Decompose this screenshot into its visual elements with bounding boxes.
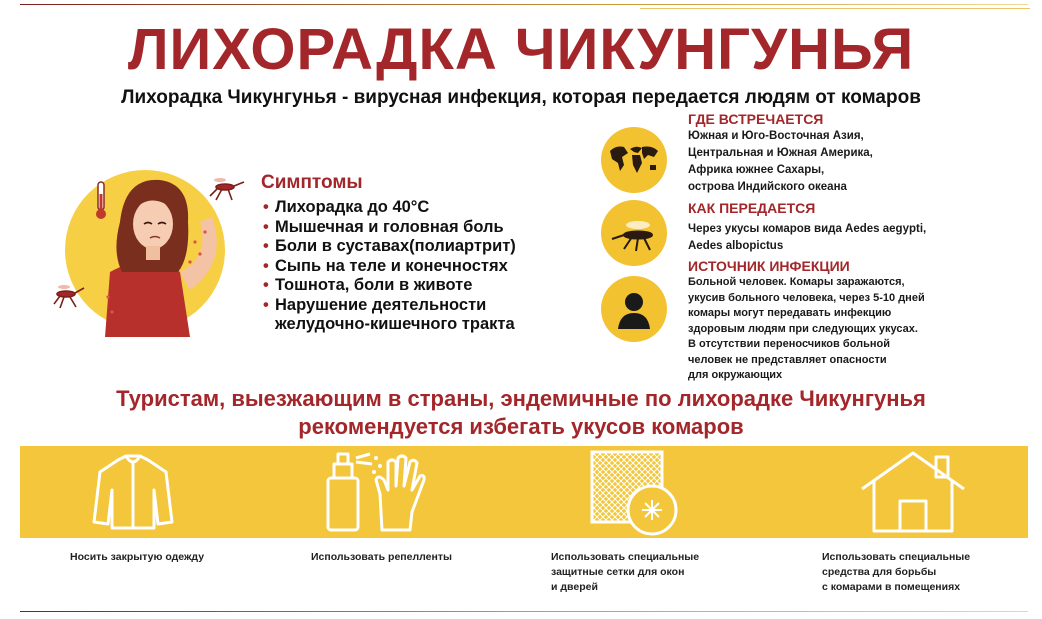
world-map-icon [601, 127, 667, 193]
mosquito-icon [210, 178, 244, 200]
repellent-icon [320, 446, 440, 538]
symptoms-heading: Симптомы [261, 172, 363, 193]
list-item: • Сыпь на теле и конечностях [263, 257, 516, 277]
prevention-band [20, 446, 1028, 538]
list-item-continuation: желудочно-кишечного тракта [275, 315, 515, 333]
person-icon [601, 276, 667, 342]
prevention-caption: Носить закрытую одежду [70, 551, 205, 563]
top-divider-accent [640, 8, 1030, 9]
list-item: • Мышечная и головная боль [263, 218, 516, 238]
page-subtitle: Лихорадка Чикунгунья - вирусная инфекция, которая передается людям от комаров [121, 87, 921, 108]
symptoms-list [263, 198, 516, 335]
prevention-caption: Использовать специальные средства для борьбы с комарами в помещениях [822, 551, 971, 593]
house-icon [858, 446, 968, 538]
tourist-recommendation: Туристам, выезжающим в страны, эндемичные по лихорадке Чикунгунья рекомендуется избегать укусов комаров [116, 386, 926, 439]
where-text: Южная и Юго-Восточная Азия, Центральная и Южная Америка, Африка южнее Сахары, острова Индийского океана [688, 130, 873, 193]
where-heading: ГДЕ ВСТРЕЧАЕТСЯ [688, 111, 824, 127]
top-divider [20, 4, 1028, 5]
transmission-heading: КАК ПЕРЕДАЕТСЯ [688, 200, 816, 216]
list-item: • Лихорадка до 40°С [263, 198, 516, 218]
thermometer-icon [96, 182, 106, 219]
prevention-caption: Использовать специальные защитные сетки для окон и дверей [551, 551, 700, 593]
sick-woman-illustration [50, 162, 260, 337]
transmission-text: Через укусы комаров вида Aedes aegypti, Aedes albopictus [688, 223, 927, 252]
page-title: ЛИХОРАДКА ЧИКУНГУНЬЯ [127, 17, 915, 82]
source-heading: ИСТОЧНИК ИНФЕКЦИИ [688, 258, 850, 274]
prevention-caption: Использовать репелленты [311, 551, 452, 563]
list-item: • Нарушение деятельности [263, 296, 516, 316]
bottom-divider [20, 611, 1028, 612]
source-text: Больной человек. Комары заражаются, укусив больного человека, через 5-10 дней комары могут передавать инфекцию здоровым людям при следующих укусах. В отсутствии переносчиков больной человек не представляет опасности для окружающих [688, 276, 925, 381]
window-net-icon [588, 446, 688, 538]
list-item: • Боли в суставах(полиартрит) [263, 237, 516, 257]
list-item: • Тошнота, боли в животе [263, 276, 516, 296]
jacket-icon [88, 446, 178, 538]
mosquito-icon [601, 200, 667, 266]
